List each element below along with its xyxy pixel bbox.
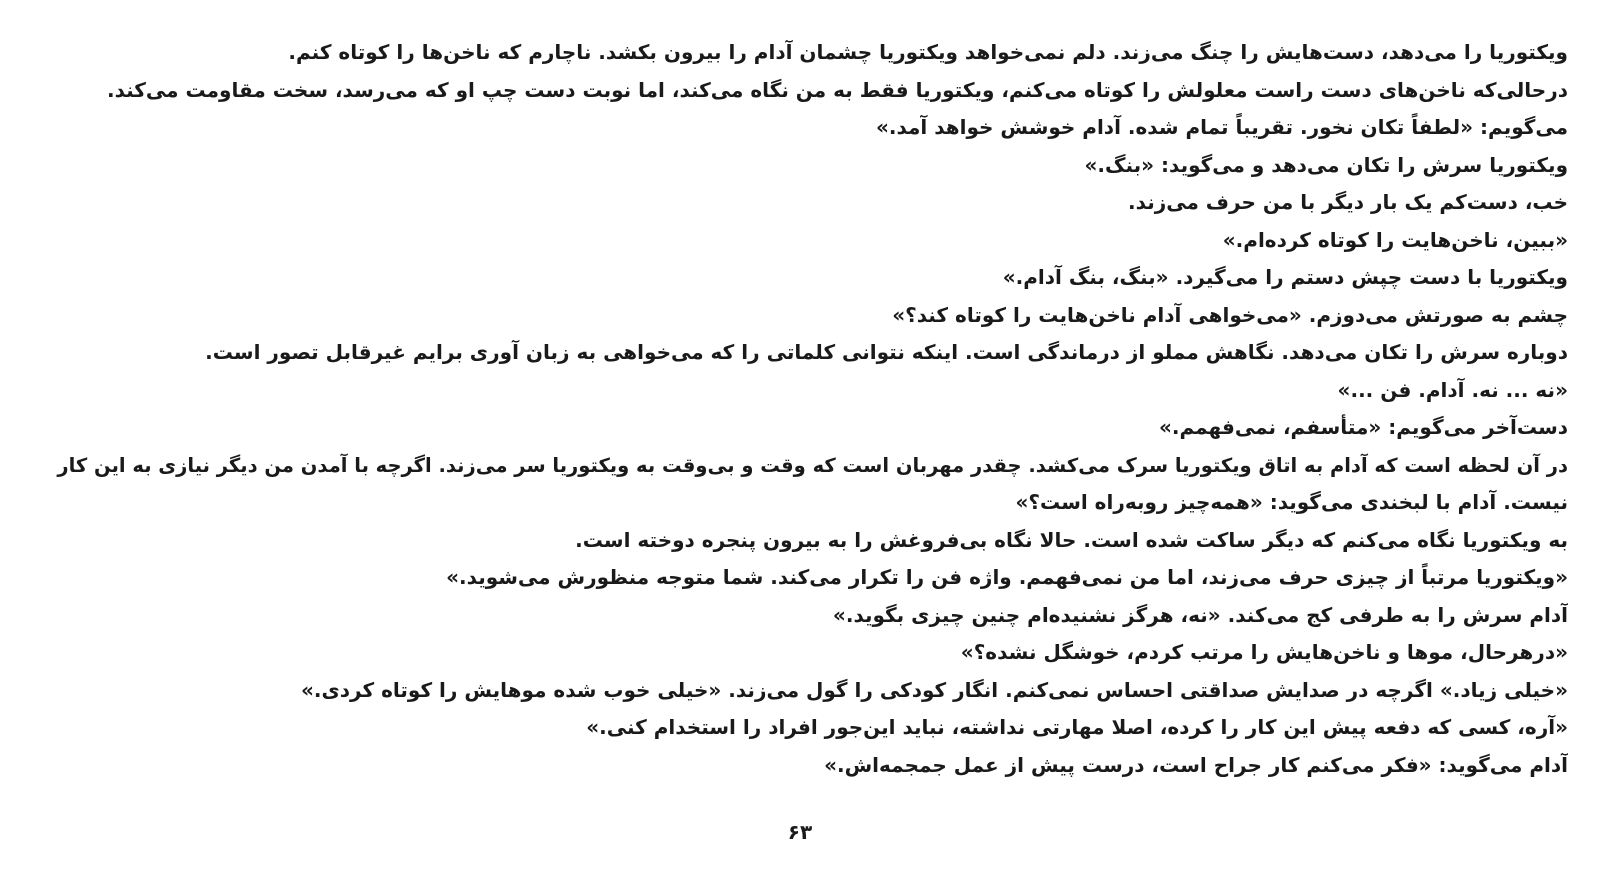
text-line: دست‌آخر می‌گویم: «متأسفم، نمی‌فهمم.» bbox=[1158, 415, 1568, 439]
text-line: دوباره سرش را تکان می‌دهد. نگاهش مملو از درماندگی است. اینکه نتوانی کلماتی را که می‌خواهی به زبان آوری برایم غیرقابل تصور است. bbox=[205, 340, 1568, 364]
text-line: نیست. آدام با لبخندی می‌گوید: «همه‌چیز روبه‌راه است؟» bbox=[1015, 490, 1568, 514]
text-line: به ویکتوریا نگاه می‌کنم که دیگر ساکت شده است. حالا نگاه بی‌فروغش را به بیرون پنجره دوخته است. bbox=[575, 527, 1568, 552]
text-line: می‌گویم: «لطفاً تکان نخور. تقریباً تمام شده. آدام خوشش خواهد آمد.» bbox=[875, 115, 1568, 139]
text-line: ویکتوریا سرش را تکان می‌دهد و می‌گوید: «بنگ.» bbox=[1084, 152, 1568, 177]
text-line: آدام سرش را به طرفی کج می‌کند. «نه، هرگز نشنیده‌ام چنین چیزی بگوید.» bbox=[832, 602, 1568, 627]
text-line: «خیلی زیاد.» اگرچه در صدایش صداقتی احساس نمی‌کنم. انگار کودکی را گول می‌زند. «خیلی خوب شده موهایش را کوتاه کردی.» bbox=[300, 677, 1568, 702]
text-line: در آن لحظه است که آدام به اتاق ویکتوریا سرک می‌کشد. چقدر مهربان است که وقت و بی‌وقت به ویکتوریا سر می‌زند. اگرچه با آمدن من دیگر نیازی به این کار bbox=[57, 453, 1568, 477]
text-line: «آره، کسی که دفعه پیش این کار را کرده، اصلا مهارتی نداشته، نباید این‌جور افراد را استخدام کنی.» bbox=[586, 715, 1568, 739]
text-line: «ویکتوریا مرتباً از چیزی حرف می‌زند، اما من نمی‌فهمم. واژه فن را تکرار می‌کند. شما متوجه منظورش می‌شوید.» bbox=[446, 565, 1568, 589]
text-line: خب، دست‌کم یک بار دیگر با من حرف می‌زند. bbox=[1128, 190, 1568, 214]
text-line: «ببین، ناخن‌هایت را کوتاه کرده‌ام.» bbox=[1222, 227, 1568, 252]
text-line: درحالی‌که ناخن‌های دست راست معلولش را کوتاه می‌کنم، ویکتوریا فقط به من نگاه می‌کند، اما نوبت دست چپ او که می‌رسد، سخت مقاومت می‌کند. bbox=[106, 77, 1568, 102]
page-number: ۶۳ bbox=[787, 820, 813, 844]
text-line: ویکتوریا را می‌دهد، دست‌هایش را چنگ می‌زند. دلم نمی‌خواهد ویکتوریا چشمان آدام را بیرون بکشد. ناچارم که ناخن‌ها را کوتاه کنم. bbox=[288, 40, 1568, 64]
text-line: ویکتوریا با دست چپش دستم را می‌گیرد. «بنگ، بنگ آدام.» bbox=[1002, 265, 1568, 289]
text-line: چشم به صورتش می‌دوزم. «می‌خواهی آدام ناخن‌هایت را کوتاه کند؟» bbox=[892, 302, 1568, 327]
page-text bbox=[20, 34, 1568, 784]
text-line: آدام می‌گوید: «فکر می‌کنم کار جراح است، درست پیش از عمل جمجمه‌اش.» bbox=[824, 752, 1568, 777]
text-line: «درهرحال، موها و ناخن‌هایش را مرتب کردم، خوشگل نشده؟» bbox=[960, 640, 1568, 664]
text-line: «نه ... نه. آدام. فن ...» bbox=[1337, 377, 1568, 402]
